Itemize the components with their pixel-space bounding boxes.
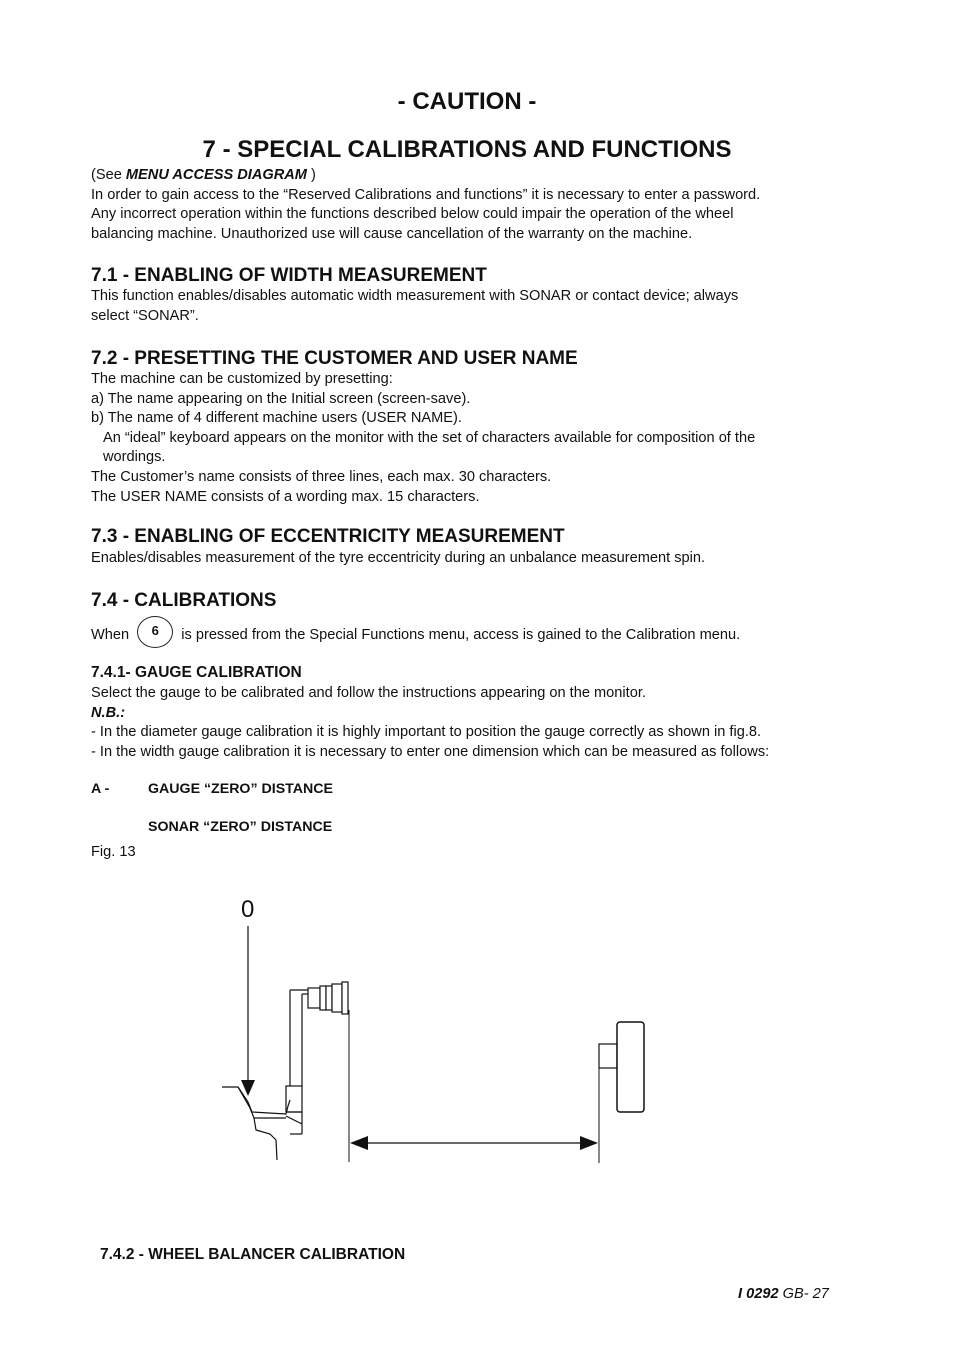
see-reference-line [91, 166, 871, 186]
section-7-2-line: The USER NAME consists of a wording max. 15 characters. [91, 488, 480, 505]
section-7-4-heading: 7.4 - CALIBRATIONS [91, 590, 277, 611]
sonar-head-icon [308, 982, 348, 1014]
section-7-1-line: This function enables/disables automatic width measurement with SONAR or contact device; always [91, 288, 739, 304]
section-7-1-line: select “SONAR”. [91, 307, 199, 324]
right-arrow-icon [580, 1136, 598, 1150]
see-prefix: (See [91, 167, 126, 183]
when-text: When [91, 626, 130, 643]
sonar-zero-distance-label: SONAR “ZERO” DISTANCE [148, 819, 333, 835]
section-7-4-2-heading: 7.4.2 - WHEEL BALANCER CALIBRATION [100, 1246, 406, 1263]
section-7-1-text [91, 287, 871, 326]
section-7-3-heading: 7.3 - ENABLING OF ECCENTRICITY MEASUREMENT [91, 526, 565, 547]
section-7-4-1-line: - In the diameter gauge calibration it is highly important to position the gauge correctly as shown in fig.8. [91, 724, 762, 741]
gauge-zero-distance-label: GAUGE “ZERO” DISTANCE [148, 781, 333, 797]
figure-caption: Fig. 13 [91, 844, 136, 860]
section-7-4-1-heading: 7.4.1- GAUGE CALIBRATION [91, 664, 302, 681]
section-7-4-text [91, 619, 881, 651]
intro-block [91, 166, 871, 244]
see-suffix: ) [306, 167, 316, 183]
document-code: I 0292 [738, 1286, 779, 1302]
target-stub [599, 1044, 617, 1068]
left-arrow-icon [350, 1136, 368, 1150]
section-7-2-line: wordings. [103, 449, 166, 466]
page-number: GB- 27 [782, 1286, 829, 1302]
section-7-3-text: Enables/disables measurement of the tyre eccentricity during an unbalance measurement spin. [91, 550, 706, 566]
target-block [617, 1022, 644, 1112]
intro-line: balancing machine. Unauthorized use will cause cancellation of the warranty on the machine. [91, 225, 693, 242]
gauge-arm-outline [222, 990, 308, 1160]
section-7-1-heading: 7.1 - ENABLING OF WIDTH MEASUREMENT [91, 265, 487, 286]
section-7-2-line: a) The name appearing on the Initial screen (screen-save). [91, 390, 471, 407]
section-7-4-1-line: Select the gauge to be calibrated and follow the instructions appearing on the monitor. [91, 685, 646, 701]
caution-heading: - CAUTION - [397, 88, 537, 115]
section-7-4-1-text [91, 684, 891, 762]
gauge-zero-distance-drawing [210, 890, 670, 1180]
item-a-label: A - [91, 781, 110, 797]
section-7-2-line: The Customer’s name consists of three lines, each max. 30 characters. [91, 468, 552, 485]
calibration-menu-text: is pressed from the Special Functions menu, access is gained to the Calibration menu. [181, 626, 741, 643]
section-7-2-heading: 7.2 - PRESETTING THE CUSTOMER AND USER NAME [91, 348, 578, 369]
nb-label: N.B.: [91, 704, 126, 721]
section-7-2-line: The machine can be customized by presetting: [91, 371, 393, 387]
section-7-2-line: b) The name of 4 different machine users (USER NAME). [91, 410, 462, 427]
zero-label: 0 [241, 896, 255, 923]
page-title: 7 - SPECIAL CALIBRATIONS AND FUNCTIONS [202, 136, 732, 163]
menu-access-diagram-ref: MENU ACCESS DIAGRAM [125, 167, 307, 183]
section-7-2-text [91, 370, 881, 507]
page-footer [738, 1286, 829, 1302]
section-7-4-1-line: - In the width gauge calibration it is necessary to enter one dimension which can be measured as follows: [91, 743, 770, 760]
intro-line: Any incorrect operation within the functions described below could impair the operation of the wheel [91, 206, 734, 223]
key-6-button-icon: 6 [137, 616, 173, 648]
intro-line: In order to gain access to the “Reserved Calibrations and functions” it is necessary to enter a password. [91, 186, 761, 203]
figure-13-diagram [210, 890, 670, 1180]
section-7-2-line: An “ideal” keyboard appears on the monitor with the set of characters available for composition of the [103, 429, 756, 446]
